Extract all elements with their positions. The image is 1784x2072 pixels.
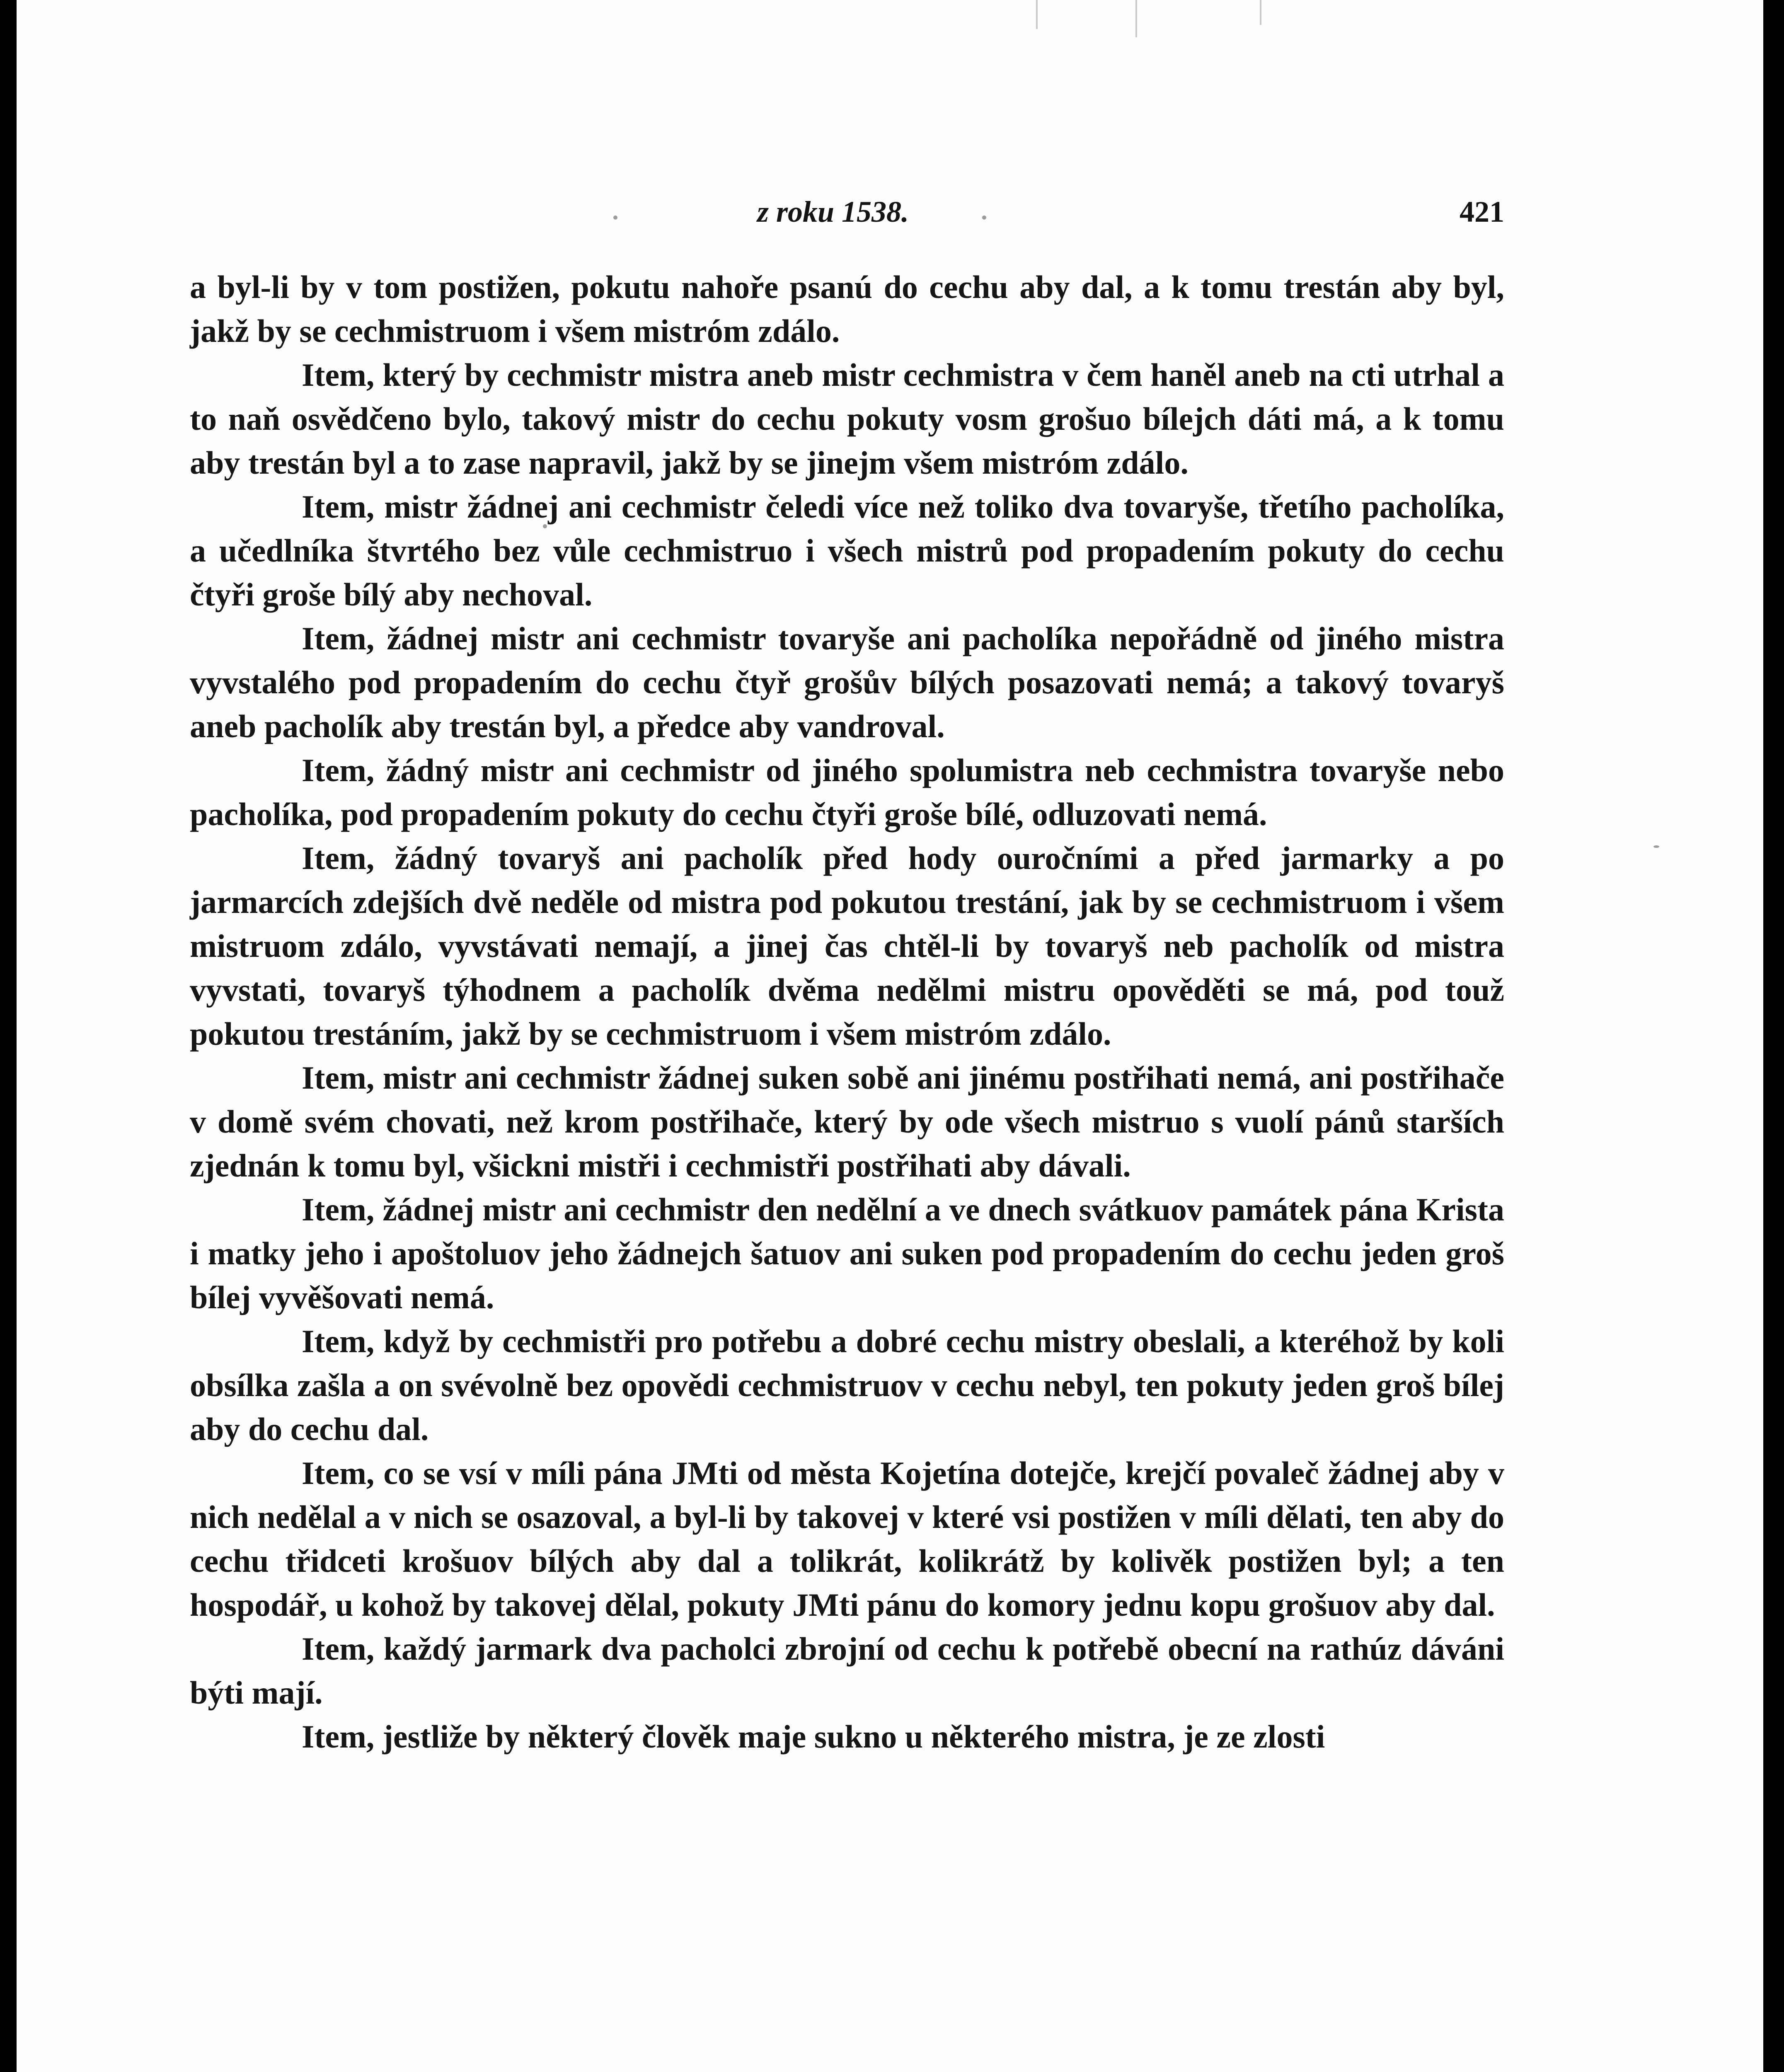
paragraph: Item, když by cechmistři pro potřebu a dobré cechu mistry obeslali, a kteréhož by koli obsílka zašla a on svévolně bez opovědi cechmistruov v cechu nebyl, ten pokuty jeden groš bílej aby do cechu dal. [190, 1323, 1504, 1447]
scan-artifact-line [1260, 0, 1261, 25]
document-page [17, 0, 1763, 2072]
paragraph: Item, který by cechmistr mistra aneb mistr cechmistra v čem haněl aneb na cti utrhal a to naň osvědčeno bylo, takový mistr do cechu pokuty vosm grošuo bílejch dáti má, a k tomu aby trestán byl a to zase napravil, jakž by se jinejm všem mistróm zdálo. [190, 357, 1504, 481]
page-number: 421 [1460, 195, 1504, 228]
paragraph: Item, žádnej mistr ani cechmistr tovaryše ani pacholíka nepořádně od jiného mistra vyvstalého pod propadením do cechu čtyř grošův bílých posazovati nemá; a takový tovaryš aneb pacholík aby trestán byl, a předce aby vandroval. [190, 620, 1504, 744]
paragraph: Item, jestliže by některý člověk maje sukno u některého mistra, je ze zlosti [302, 1719, 1325, 1755]
paragraph: a byl-li by v tom postižen, pokutu nahoře psanú do cechu aby dal, a k tomu trestán aby byl, jakž by se cechmistruom i všem mistróm zdálo. [190, 269, 1504, 349]
paragraph: Item, každý jarmark dva pacholci zbrojní od cechu k potřebě obecní na rathúz dáváni býti mají. [190, 1631, 1504, 1711]
running-head-title: z roku 1538. [757, 195, 909, 228]
paragraph: Item, mistr žádnej ani cechmistr čeledi více než toliko dva tovaryše, třetího pacholíka, a učedlníka štvrtého bez vůle cechmistruo i všech mistrů pod propadením pokuty do cechu čtyři groše bílý aby nechoval. [190, 489, 1504, 612]
body-text [190, 265, 1504, 1759]
scan-artifact-line [1135, 0, 1137, 37]
paragraph: Item, žádnej mistr ani cechmistr den nedělní a ve dnech svátkuov památek pána Krista i matky jeho i apoštoluov jeho žádnejch šatuov ani suken pod propadením do cechu jeden groš bílej vyvěšovati nemá. [190, 1191, 1504, 1315]
paragraph: Item, co se vsí v míli pána JMti od města Kojetína dotejče, krejčí povaleč žádnej aby v nich nedělal a v nich se osazoval, a byl-li by takovej v které vsi postižen v míli dělati, ten aby do cechu třidceti krošuov bílých aby dal a tolikrát, kolikrátž by kolivěk postižen byl; a ten hospodář, u kohož by takovej dělal, pokuty JMti pánu do komory jednu kopu grošuov aby dal. [190, 1455, 1504, 1623]
paragraph: Item, žádný tovaryš ani pacholík před hody ouročními a před jarmarky a po jarmarcích zdejších dvě neděle od mistra pod pokutou trestání, jak by se cechmistruom i všem mistruom zdálo, vyvstávati nemají, a jinej čas chtěl-li by tovaryš neb pacholík od mistra vyvstati, tovaryš týhodnem a pacholík dvěma nedělmi mistru opověděti se má, pod touž pokutou trestáním, jakž by se cechmistruom i všem mistróm zdálo. [190, 840, 1504, 1052]
running-head [17, 195, 1504, 232]
scan-artifact-line [1036, 0, 1038, 29]
paragraph: Item, mistr ani cechmistr žádnej suken sobě ani jinému postřihati nemá, ani postřihače v domě svém chovati, než krom postřihače, který by ode všech mistruo s vuolí pánů starších zjednán k tomu byl, všickni mistři i cechmistři postřihati aby dávali. [190, 1060, 1504, 1184]
scan-speck [1653, 845, 1659, 848]
paragraph: Item, žádný mistr ani cechmistr od jiného spolumistra neb cechmistra tovaryše nebo pacholíka, pod propadením pokuty do cechu čtyři groše bílé, odluzovati nemá. [190, 752, 1504, 832]
